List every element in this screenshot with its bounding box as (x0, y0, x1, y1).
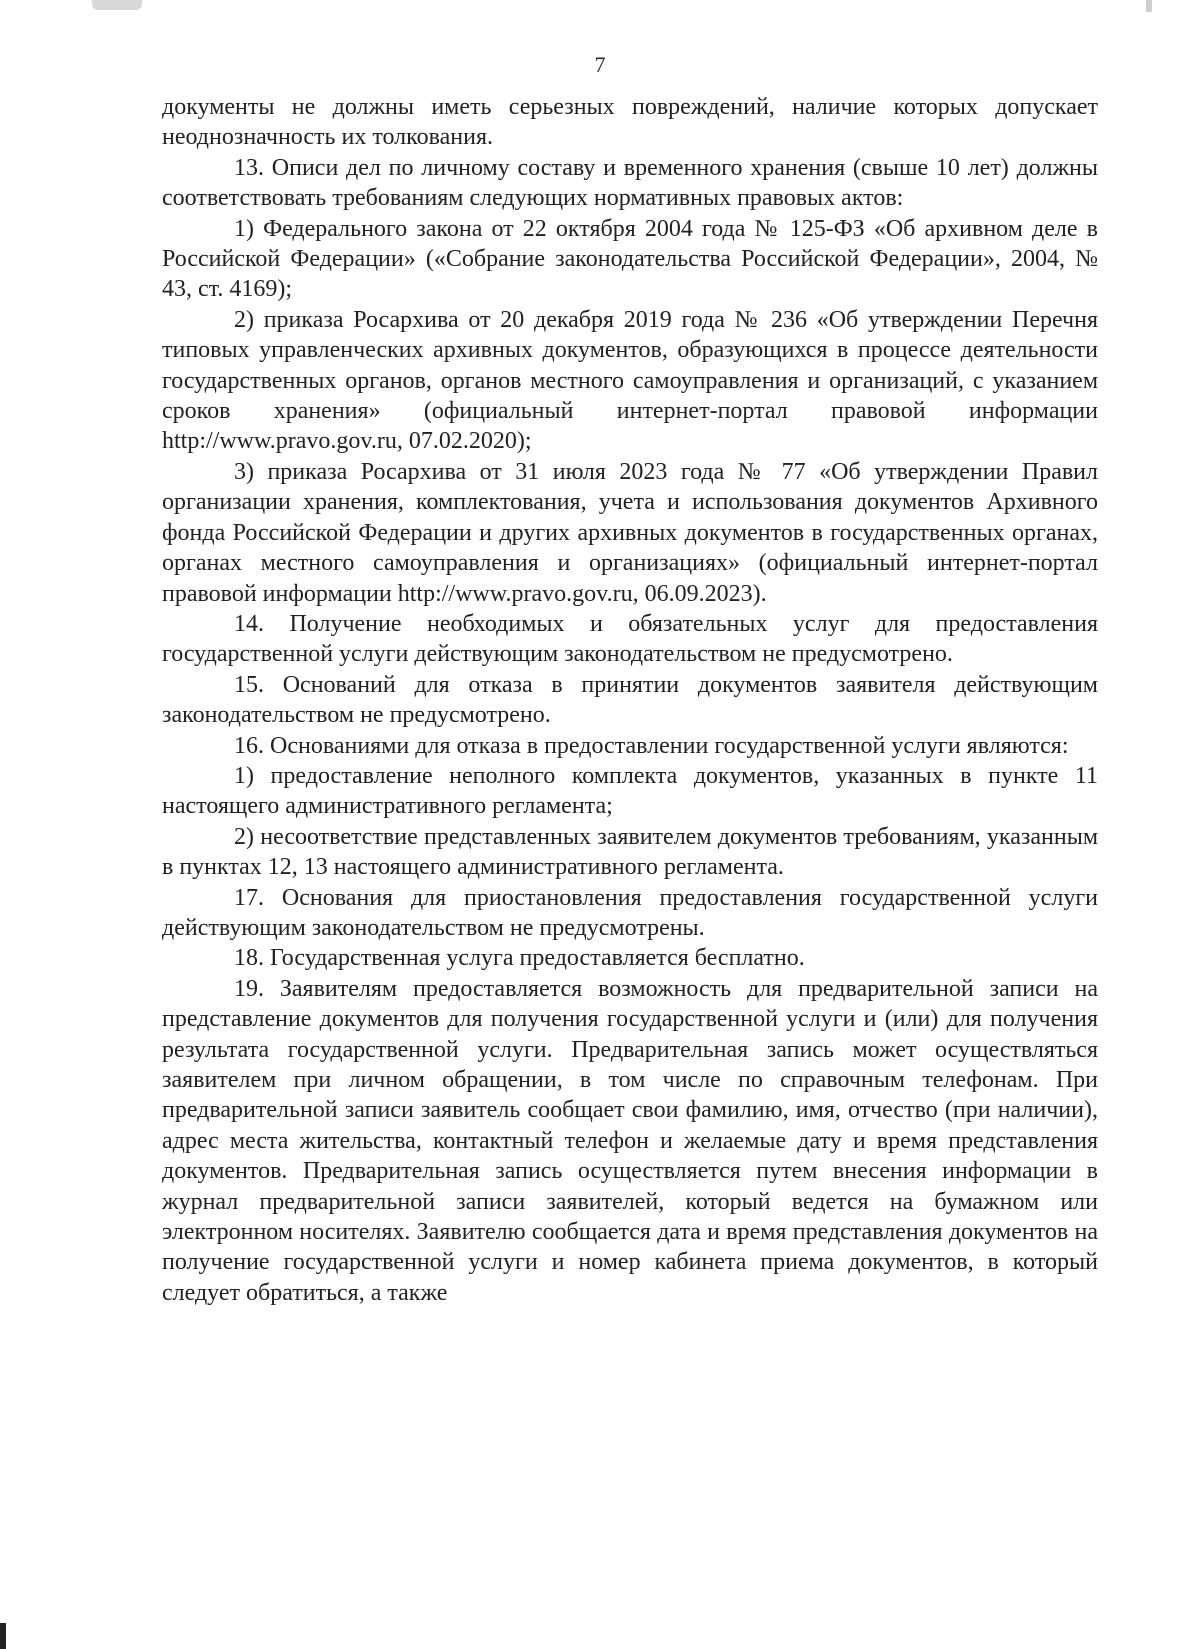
paragraph-16-item-1: 1) предоставление неполного комплекта документов, указанных в пункте 11 настоящего административного регламента; (162, 762, 1098, 820)
paragraph-17: 17. Основания для приостановления предоставления государственной услуги действующим законодательством не предусмотрены. (162, 884, 1098, 941)
paragraph-16-item-2: 2) несоответствие представленных заявителем документов требованиям, указанным в пунктах 12, 13 настоящего административного регламента. (162, 823, 1098, 881)
page-number: 7 (594, 52, 606, 77)
paragraph-13-item-1: 1) Федерального закона от 22 октября 2004 года № 125-ФЗ «Об архивном деле в Российской Федерации» («Собрание законодательства Российской Федерации», 2004, № 43, ст. 4169); (162, 215, 1098, 303)
paragraph-19: 19. Заявителям предоставляется возможность для предварительной записи на представление документов для получения государственной услуги и (или) для получения результата государственной услуги. Предварительная запись может осуществляться заявителем при личном обращении, в том числе по справочным телефонам. При предварительной записи заявитель сообщает свои фамилию, имя, отчество (при наличии), адрес места жительства, контактный телефон и желаемые дату и время представления документов. Предварительная запись осуществляется путем внесения информации в журнал предварительной записи заявителей, который ведется на бумажном или электронном носителях. Заявителю сообщается дата и время представления документов на получение государственной услуги и номер кабинета приема документов, в который следует обратиться, а также (162, 975, 1098, 1306)
paragraph-13-item-3: 3) приказа Росархива от 31 июля 2023 года № 77 «Об утверждении Правил организации хранения, комплектования, учета и использования документов Архивного фонда Российской Федерации и других архивных документов в государственных органах, органах местного самоуправления и организациях» (официальный интернет-портал правовой информации http://www.pravo.gov.ru, 06.09.2023). (162, 458, 1098, 607)
paragraph-18: 18. Государственная услуга предоставляется бесплатно. (234, 945, 805, 972)
scan-artifact-top-left (92, 0, 142, 10)
scan-artifact-bottom-left (0, 1623, 6, 1649)
paragraph-14: 14. Получение необходимых и обязательных услуг для предоставления государственной услуги действующим законодательством не предусмотрено. (162, 610, 1098, 668)
paragraph-13-item-2: 2) приказа Росархива от 20 декабря 2019 года № 236 «Об утверждении Перечня типовых управленческих архивных документов, образующихся в процессе деятельности государственных органов, органов местного самоуправления и организаций, с указанием сроков хранения» (официальный интернет-портал правовой информации http://www.pravo.gov.ru, 07.02.2020); (162, 306, 1098, 455)
document-body (162, 92, 1098, 1308)
paragraph-16: 16. Основаниями для отказа в предоставлении государственной услуги являются: (234, 732, 1069, 759)
paragraph-13: 13. Описи дел по личному составу и временного хранения (свыше 10 лет) должны соответствовать требованиям следующих нормативных правовых актов: (162, 154, 1098, 212)
paragraph-continuation: документы не должны иметь серьезных повреждений, наличие которых допускает неоднозначность их толкования. (162, 94, 1098, 151)
paragraph-15: 15. Оснований для отказа в принятии документов заявителя действующим законодательством не предусмотрено. (162, 671, 1098, 729)
scan-artifact-top-right (1146, 0, 1152, 12)
